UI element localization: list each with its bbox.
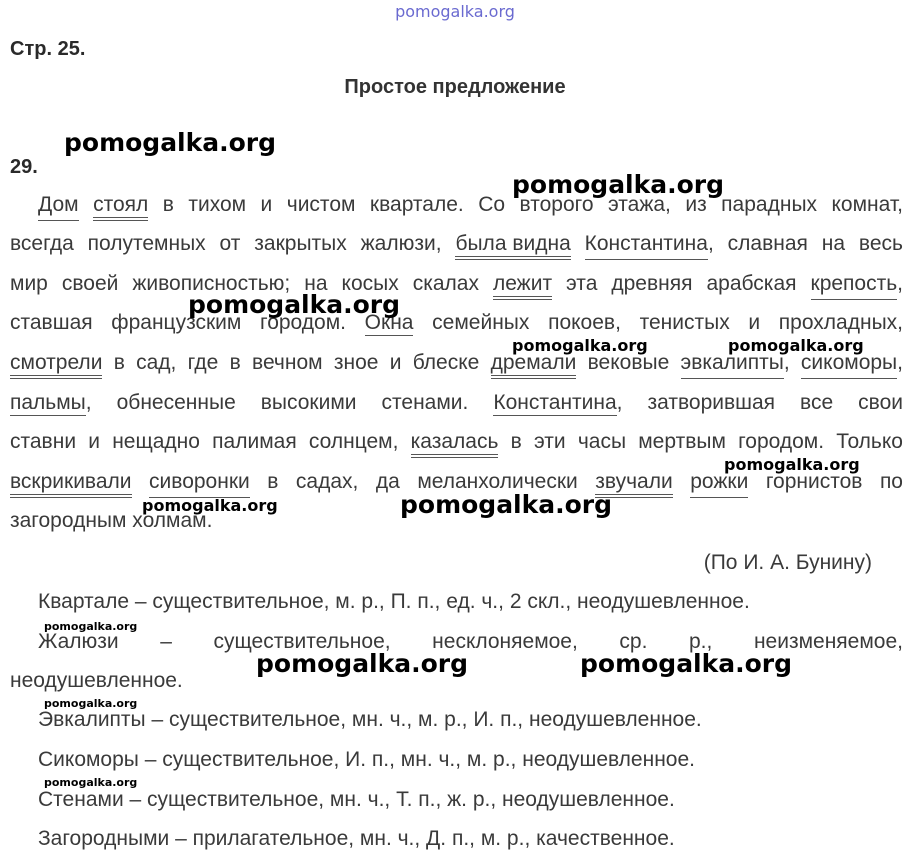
- exercise-number: 29.: [10, 156, 38, 178]
- page-label: Стр. 25.: [10, 38, 86, 60]
- watermark: pomogalka.org: [580, 649, 793, 678]
- text-fragment: [132, 470, 150, 498]
- text-fragment: ,: [897, 351, 903, 374]
- analysis-line-kvartale: Квартале – существительное, м. р., П. п., ед. ч., 2 скл., неодушевленное.: [38, 590, 750, 613]
- subject-word: крепость: [811, 272, 898, 300]
- text-line: [10, 311, 903, 336]
- text-fragment: , славная на весь: [707, 232, 903, 255]
- analysis-word: –: [160, 630, 172, 653]
- text-line: [10, 430, 903, 458]
- text-fragment: эта древняя арабская: [552, 272, 811, 295]
- analysis-word: Жалюзи: [38, 630, 119, 653]
- analysis-line-evkalipty: Эвкалипты – существительное, мн. ч., м. р., И. п., неодушевленное.: [38, 708, 702, 731]
- text-fragment: [79, 193, 93, 221]
- watermark: pomogalka.org: [142, 496, 278, 515]
- text-line: [38, 193, 903, 221]
- analysis-line-stenami: Стенами – существительное, мн. ч., Т. п., ж. р., неодушевленное.: [38, 788, 675, 811]
- text-fragment: семейных покоев, тенистых и прохладных,: [413, 311, 904, 334]
- analysis-line-zhalyuzi-cont: неодушевленное.: [10, 669, 183, 692]
- text-fragment: в эти часы мертвым городом. Только: [498, 430, 903, 453]
- subject-word: сиворонки: [149, 470, 250, 498]
- text-fragment: в садах, да меланхолически: [249, 470, 596, 493]
- text-fragment: ,: [897, 272, 903, 295]
- watermark: pomogalka.org: [256, 649, 469, 678]
- text-line: [10, 232, 903, 260]
- analysis-word: неизменяемое,: [753, 630, 903, 653]
- watermark: pomogalka.org: [512, 170, 725, 199]
- watermark: pomogalka.org: [44, 697, 138, 710]
- watermark: pomogalka.org: [44, 620, 138, 633]
- subject-word: эвкалипты: [681, 351, 784, 379]
- analysis-word: ср.: [619, 630, 648, 653]
- text-fragment: , затворившая все свои: [616, 391, 903, 414]
- text-fragment: в сад, где в вечном зное и блеске: [102, 351, 491, 374]
- text-fragment: ставни и нещадно палимая солнцем,: [10, 430, 411, 453]
- watermark: pomogalka.org: [728, 336, 864, 355]
- predicate-word: казалась: [411, 430, 499, 458]
- predicate-word: вскрикивали: [10, 470, 132, 498]
- watermark: pomogalka.org: [400, 490, 613, 519]
- text-line: [10, 351, 903, 379]
- watermark: pomogalka.org: [188, 290, 401, 319]
- subject-word: сикоморы: [801, 351, 897, 379]
- text-fragment: [571, 232, 585, 260]
- subject-word: Константина: [493, 391, 617, 414]
- predicate-word: звучали: [595, 470, 672, 498]
- subject-word: Окна: [364, 311, 414, 334]
- subject-word: рожки: [690, 470, 748, 498]
- predicate-word: стоял: [93, 193, 148, 221]
- text-fragment: вековые: [576, 351, 681, 374]
- text-line: [10, 272, 903, 300]
- predicate-word: лежит: [493, 272, 552, 300]
- site-link[interactable]: pomogalka.org: [395, 2, 515, 21]
- text-fragment: ставшая французским городом.: [10, 311, 365, 334]
- section-heading: Простое предложение: [344, 76, 566, 98]
- watermark: pomogalka.org: [724, 455, 860, 474]
- analysis-word: несклоняемое,: [432, 630, 578, 653]
- text-fragment: загородным холмам.: [10, 509, 213, 532]
- text-fragment: мир своей живописностью; на косых скалах: [10, 272, 493, 295]
- text-fragment: [673, 470, 691, 498]
- watermark: pomogalka.org: [64, 128, 277, 157]
- watermark: pomogalka.org: [44, 776, 138, 789]
- analysis-line-sikomory: Сикоморы – существительное, И. п., мн. ч., м. р., неодушевленное.: [38, 748, 695, 771]
- analysis-word: р.,: [689, 630, 713, 653]
- predicate-word: была видна: [455, 232, 570, 260]
- text-fragment: всегда полутемных от закрытых жалюзи,: [10, 232, 456, 255]
- author-attribution: (По И. А. Бунину): [703, 551, 872, 574]
- analysis-line-zagorodnymi: Загородными – прилагательное, мн. ч., Д. п., м. р., качественное.: [38, 827, 675, 850]
- text-fragment: , обнесенные высокими стенами.: [85, 391, 494, 414]
- predicate-word: смотрели: [10, 351, 102, 379]
- subject-word: пальмы: [10, 391, 86, 414]
- subject-word: Константина: [585, 232, 708, 260]
- subject-word: Дом: [38, 193, 79, 221]
- text-fragment: ,: [783, 351, 801, 374]
- text-fragment: в тихом и чистом квартале. Со второго этажа, из парадных комнат,: [148, 193, 903, 216]
- predicate-word: дремали: [491, 351, 577, 379]
- watermark: pomogalka.org: [512, 336, 648, 355]
- text-line: [10, 391, 903, 416]
- text-fragment: горнистов по: [748, 470, 903, 493]
- analysis-word: существительное,: [213, 630, 391, 653]
